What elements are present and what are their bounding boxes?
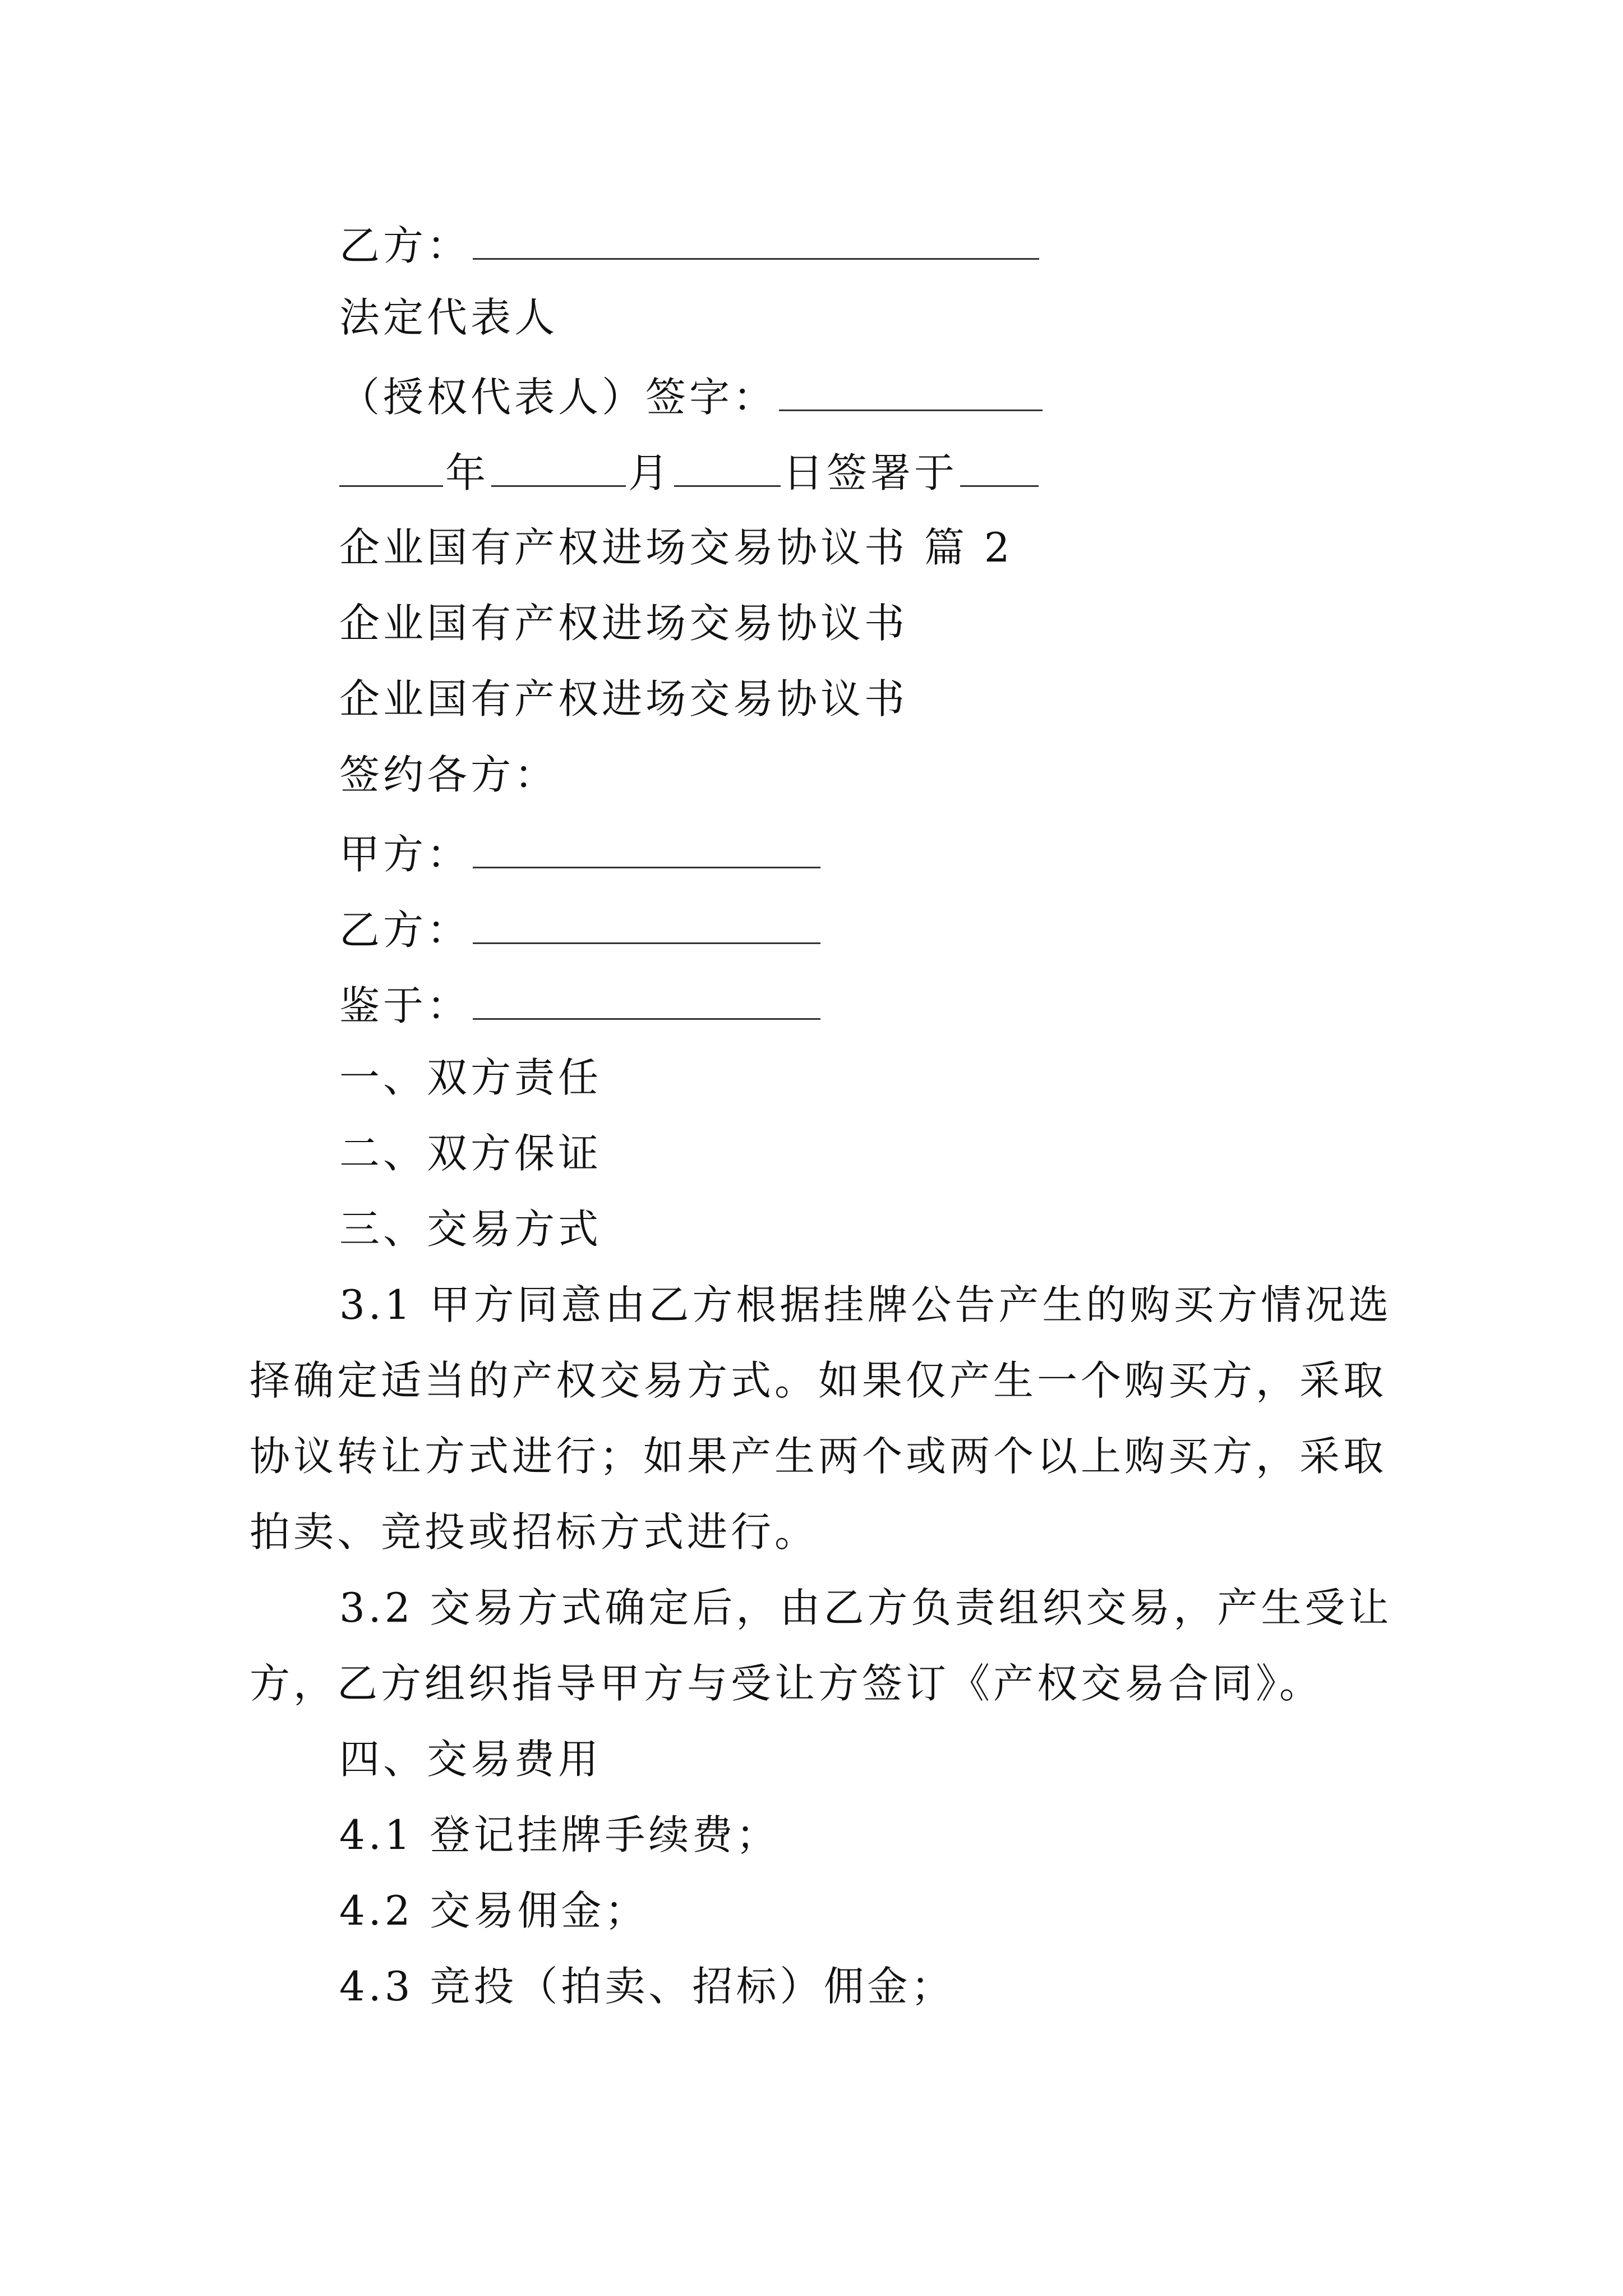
- para-3-2-line: 方，乙方组织指导甲方与受让方签订《产权交易合同》。: [250, 1660, 1324, 1707]
- parties-label: 签约各方：: [339, 751, 559, 798]
- party-b-signature-line: [339, 222, 1039, 269]
- month-blank: [491, 449, 626, 487]
- whereas-blank: [473, 982, 820, 1020]
- party-b-label-2: 乙方：: [339, 906, 471, 954]
- item-4-2: 4.2 交易佣金；: [339, 1887, 649, 1934]
- para-3-1-line: 择确定适当的产权交易方式。如果仅产生一个购买方，采取: [250, 1357, 1387, 1404]
- signature-blank: [779, 373, 1043, 411]
- sign-date-line: [339, 449, 1041, 496]
- party-b-blank-2: [473, 906, 820, 944]
- agreement-title-2: 企业国有产权进场交易协议书: [339, 675, 909, 723]
- date-day-label: 日签署于: [783, 449, 958, 496]
- item-4-1: 4.1 登记挂牌手续费；: [339, 1811, 780, 1858]
- section-2-heading: 二、双方保证: [339, 1130, 602, 1177]
- whereas-label: 鉴于：: [339, 982, 471, 1029]
- day-blank: [674, 449, 781, 487]
- authorized-sign-line: [339, 373, 1043, 421]
- para-3-1-line: 拍卖、竞投或招标方式进行。: [250, 1508, 819, 1556]
- date-year-label: 年: [445, 449, 490, 496]
- party-b-label: 乙方：: [339, 222, 471, 269]
- item-4-3: 4.3 竞投（拍卖、招标）佣金；: [339, 1963, 955, 2010]
- para-3-2-line: 3.2 交易方式确定后，由乙方负责组织交易，产生受让: [339, 1584, 1393, 1631]
- section-1-heading: 一、双方责任: [339, 1054, 602, 1101]
- section-3-heading: 三、交易方式: [339, 1205, 602, 1253]
- party-b-line: [339, 906, 820, 954]
- party-b-blank: [473, 222, 1039, 260]
- agreement-title-1: 企业国有产权进场交易协议书: [339, 600, 909, 647]
- party-a-blank: [473, 830, 820, 868]
- part2-heading: 企业国有产权进场交易协议书 篇 2: [339, 524, 1013, 571]
- section-4-heading: 四、交易费用: [339, 1736, 602, 1783]
- date-month-label: 月: [628, 449, 672, 496]
- party-a-line: [339, 830, 820, 878]
- legal-rep-label: 法定代表人: [339, 294, 559, 341]
- authorized-sign-label: （授权代表人）签字：: [339, 373, 777, 421]
- para-3-1-line: 3.1 甲方同意由乙方根据挂牌公告产生的购买方情况选: [339, 1281, 1393, 1328]
- year-blank: [339, 449, 443, 487]
- whereas-line: [339, 982, 820, 1029]
- place-blank: [960, 449, 1039, 487]
- para-3-1-line: 协议转让方式进行；如果产生两个或两个以上购买方，采取: [250, 1433, 1387, 1480]
- party-a-label: 甲方：: [339, 830, 471, 878]
